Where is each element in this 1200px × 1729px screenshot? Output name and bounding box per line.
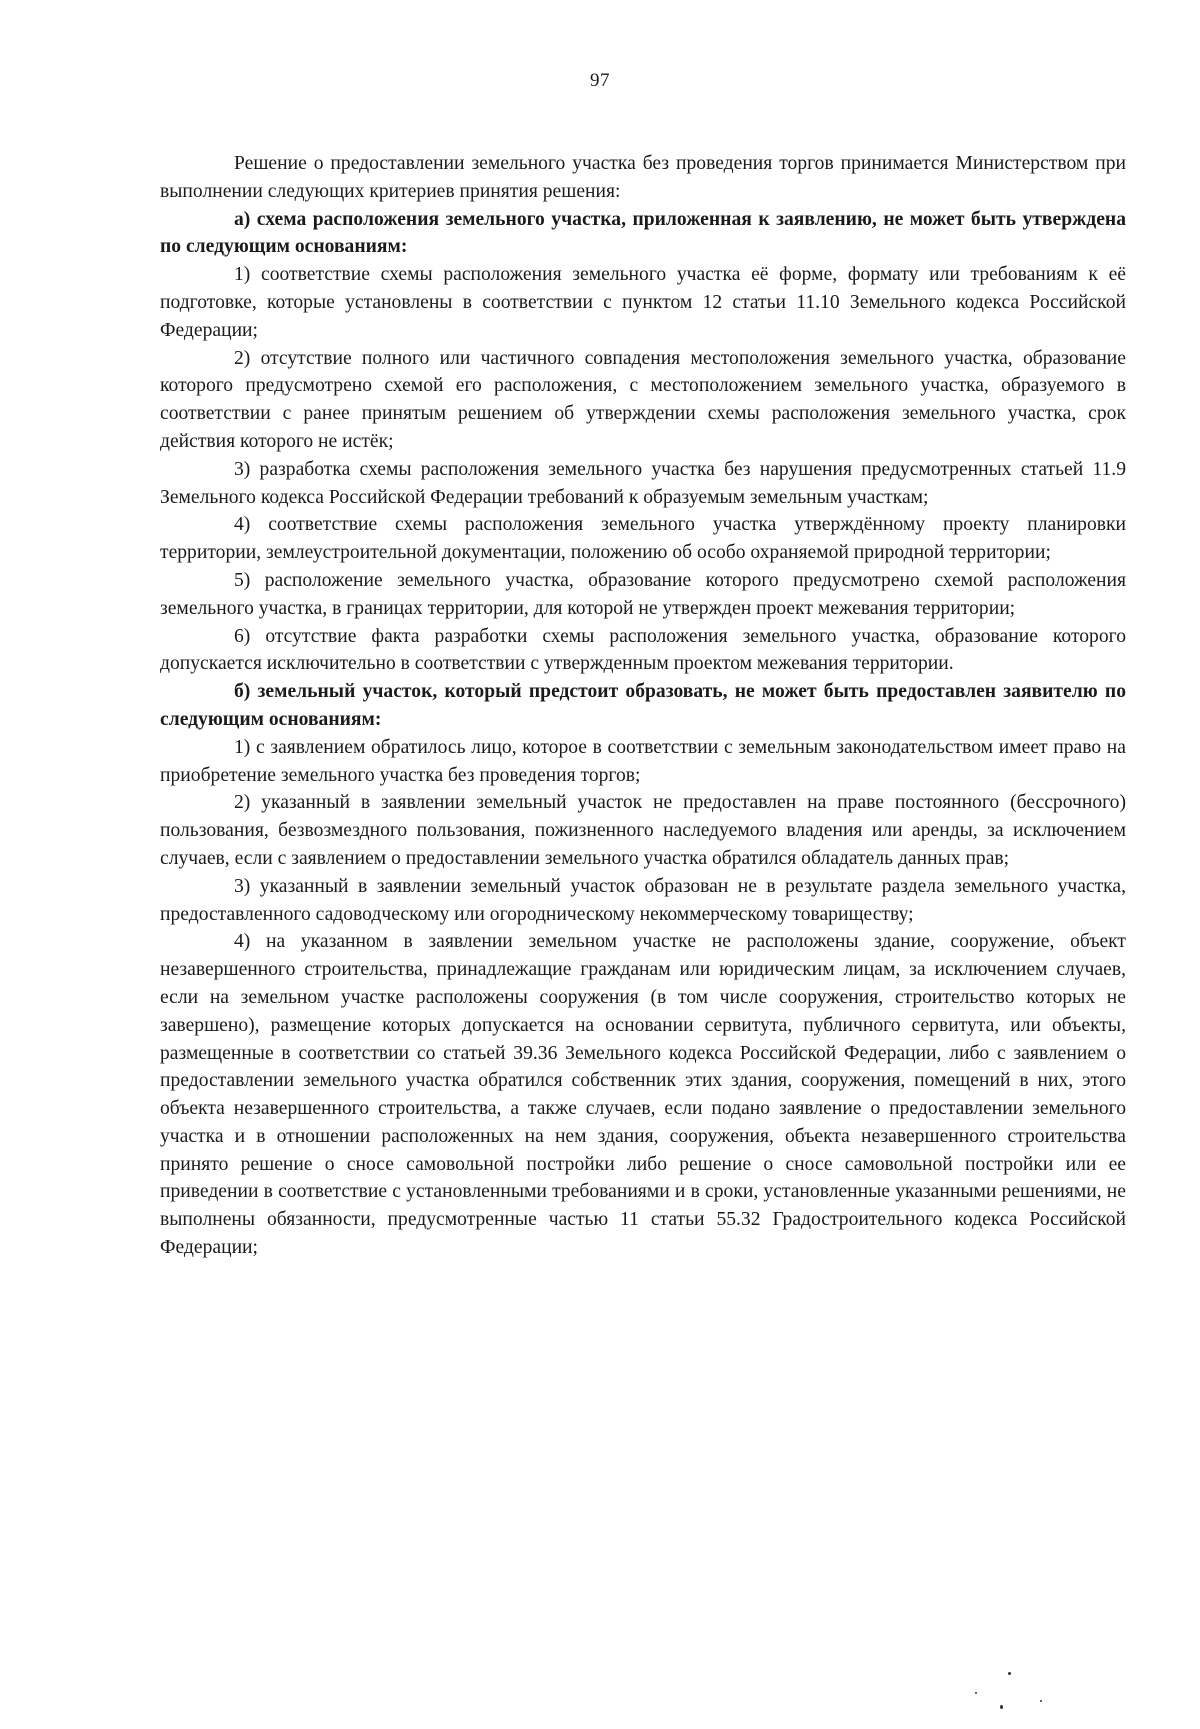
section-a-item-2: 2) отсутствие полного или частичного совпадения местоположения земельного участка, образование которого предусмотрено схемой его расположения, с местоположением земельного участка, образуемого в соответствии с ранее принятым решением об утверждении схемы расположения земельного участка, срок действия которого не истёк;	[160, 347, 1126, 452]
scan-speck	[1040, 1700, 1042, 1702]
section-a-item-6: 6) отсутствие факта разработки схемы расположения земельного участка, образование которого допускается исключительно в соответствии с утвержденным проектом межевания территории.	[160, 625, 1126, 675]
section-b-item-4: 4) на указанном в заявлении земельном участке не расположены здание, сооружение, объект незавершенного строительства, принадлежащие гражданам или юридическим лицам, за исключением случаев, если на земельном участке расположены сооружения (в том числе сооружения, строительство которых не завершено), размещение которых допускается на основании сервитута, публичного сервитута, или объекты, размещенные в соответствии со статьей 39.36 Земельного кодекса Российской Федерации, либо с заявлением о предоставлении земельного участка обратился собственник этих здания, сооружения, помещений в них, этого объекта незавершенного строительства, а также случаев, если подано заявление о предоставлении земельного участка и в отношении расположенных на нем здания, сооружения, объекта незавершенного строительства принято решение о сносе самовольной постройки либо решение о сносе самовольной постройки или ее приведении в соответствие с установленными требованиями и в сроки, установленные указанными решениями, не выполнены обязанности, предусмотренные частью 11 статьи 55.32 Градостроительного кодекса Российской Федерации;	[160, 931, 1126, 1259]
section-b-item-1: 1) с заявлением обратилось лицо, которое в соответствии с земельным законодательством имеет право на приобретение земельного участка без проведения торгов;	[160, 736, 1126, 786]
document-body	[160, 150, 1126, 1262]
section-a-item-5: 5) расположение земельного участка, образование которого предусмотрено схемой расположения земельного участка, в границах территории, для которой не утвержден проект межевания территории;	[160, 569, 1126, 619]
section-b-heading: б) земельный участок, который предстоит образовать, не может быть предоставлен заявителю по следующим основаниям:	[160, 681, 1126, 730]
scan-speck	[975, 1692, 977, 1694]
section-a-item-4: 4) соответствие схемы расположения земельного участка утверждённому проекту планировки территории, землеустроительной документации, положению об особо охраняемой природной территории;	[160, 514, 1126, 564]
intro-paragraph: Решение о предоставлении земельного участка без проведения торгов принимается Министерством при выполнении следующих критериев принятия решения:	[160, 153, 1126, 202]
section-a-heading: а) схема расположения земельного участка, приложенная к заявлению, не может быть утверждена по следующим основаниям:	[160, 208, 1126, 258]
page-number: 97	[590, 70, 610, 91]
section-a-item-3: 3) разработка схемы расположения земельного участка без нарушения предусмотренных статьей 11.9 Земельного кодекса Российской Федерации требований к образуемым земельным участкам;	[160, 458, 1126, 508]
section-a-item-1: 1) соответствие схемы расположения земельного участка её форме, формату или требованиям к её подготовке, которые установлены в соответствии с пунктом 12 статьи 11.10 Земельного кодекса Российской Федерации;	[160, 264, 1126, 341]
scan-speck	[1008, 1672, 1011, 1675]
section-b-item-3: 3) указанный в заявлении земельный участок образован не в результате раздела земельного участка, предоставленного садоводческому или огородническому некоммерческому товариществу;	[160, 875, 1126, 925]
scan-speck	[1000, 1705, 1003, 1709]
section-b-item-2: 2) указанный в заявлении земельный участок не предоставлен на праве постоянного (бессрочного) пользования, безвозмездного пользования, пожизненного наследуемого владения или аренды, за исключением случаев, если с заявлением о предоставлении земельного участка обратился обладатель данных прав;	[160, 792, 1126, 869]
